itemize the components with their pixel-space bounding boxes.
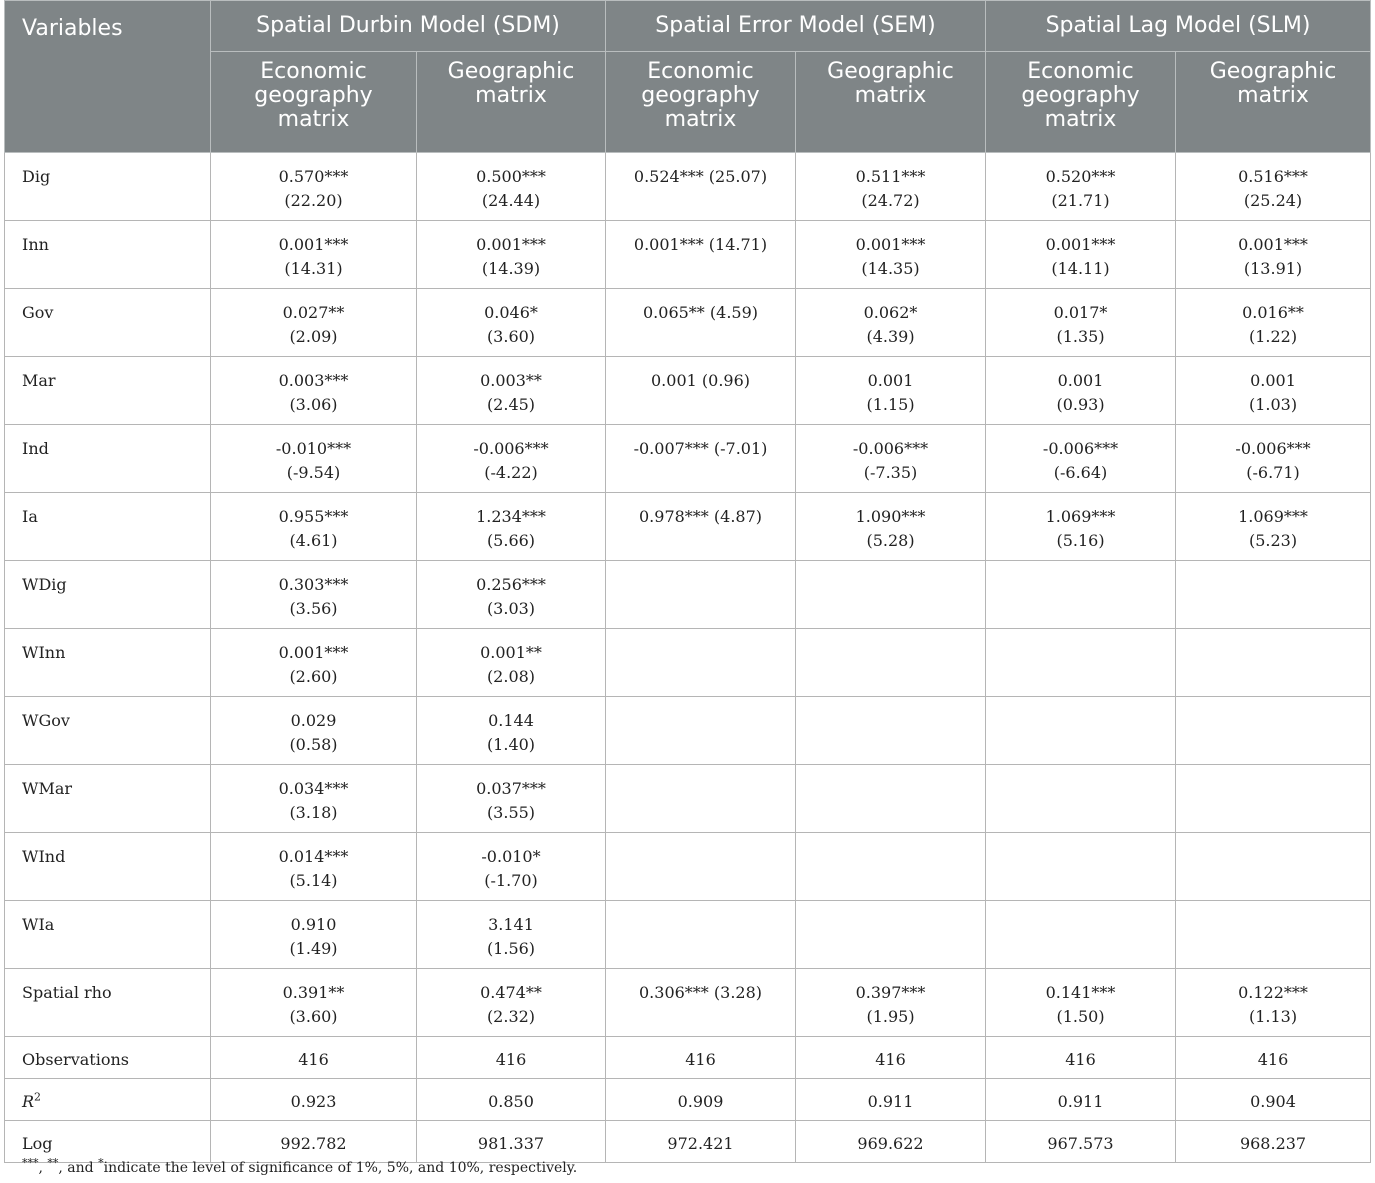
- t-statistic: (1.49): [289, 939, 338, 958]
- variable-label-text: R: [22, 1092, 35, 1111]
- value-cell: [1176, 1079, 1371, 1121]
- variable-label-text: Spatial rho: [22, 983, 112, 1002]
- variable-label: [5, 357, 211, 425]
- value-cell: [606, 289, 796, 357]
- variable-label-text: WMar: [22, 779, 73, 798]
- coefficient-value: 0.122***: [1238, 983, 1308, 1002]
- variable-label: [5, 901, 211, 969]
- matrix-header-3: [796, 52, 986, 153]
- value-cell: [417, 153, 606, 221]
- value-cell: [417, 1121, 606, 1163]
- variable-label-text: WDig: [22, 575, 67, 594]
- variable-label-text: WInn: [22, 643, 66, 662]
- t-statistic: (3.55): [486, 803, 536, 822]
- coefficient-value: -0.010*: [481, 847, 541, 866]
- coefficient-value: 0.001***: [855, 235, 926, 254]
- variable-label: [5, 153, 211, 221]
- coefficient-value: 0.014***: [278, 847, 349, 866]
- t-statistic: (3.06): [289, 395, 338, 414]
- t-statistic: (3.18): [289, 803, 338, 822]
- coefficient-value: 0.850: [488, 1092, 534, 1111]
- value-cell: [796, 221, 986, 289]
- coefficient-value: 0.001: [867, 371, 914, 390]
- coefficient-value: 0.520***: [1045, 167, 1116, 186]
- t-statistic: (13.91): [1243, 259, 1303, 278]
- footnote-text: indicate the level of significance of 1%, 5%, and 10%, respectively.: [103, 1160, 578, 1176]
- coefficient-value: 0.029: [290, 711, 337, 730]
- value-cell: [211, 629, 417, 697]
- value-cell: [796, 357, 986, 425]
- t-statistic: (1.50): [1056, 1007, 1105, 1026]
- value-cell: [796, 289, 986, 357]
- value-cell: [606, 357, 796, 425]
- value-cell: [986, 357, 1176, 425]
- value-cell: [986, 493, 1176, 561]
- value-cell: [986, 561, 1176, 629]
- value-cell: [417, 765, 606, 833]
- value-cell: [796, 1079, 986, 1121]
- coefficient-value: 0.306*** (3.28): [639, 983, 762, 1002]
- value-cell: [986, 153, 1176, 221]
- value-cell: [796, 901, 986, 969]
- matrix-header-line: Economic: [647, 59, 754, 84]
- value-cell: [1176, 833, 1371, 901]
- value-cell: [1176, 765, 1371, 833]
- t-statistic: (1.95): [866, 1007, 915, 1026]
- coefficient-value: 0.141***: [1045, 983, 1116, 1002]
- coefficient-value: 981.337: [477, 1134, 545, 1153]
- coefficient-value: 969.622: [857, 1134, 924, 1153]
- value-cell: [211, 765, 417, 833]
- value-cell: [1176, 153, 1371, 221]
- value-cell: [796, 153, 986, 221]
- value-cell: [211, 1079, 417, 1121]
- matrix-header-5: [1176, 52, 1371, 153]
- t-statistic: (5.28): [866, 531, 915, 550]
- t-statistic: (1.35): [1056, 327, 1105, 346]
- variable-label-text: Inn: [22, 235, 49, 254]
- coefficient-value: 1.090***: [855, 507, 926, 526]
- t-statistic: (-7.35): [863, 463, 918, 482]
- value-cell: [796, 629, 986, 697]
- value-cell: [986, 697, 1176, 765]
- matrix-header-line: Geographic: [1209, 59, 1337, 84]
- coefficient-value: 0.017*: [1053, 303, 1108, 322]
- value-cell: [986, 765, 1176, 833]
- value-cell: [606, 1037, 796, 1079]
- coefficient-value: 0.001***: [278, 643, 349, 662]
- variable-label: [5, 1079, 211, 1121]
- coefficient-value: 0.003**: [480, 371, 542, 390]
- coefficient-value: 0.046*: [484, 303, 538, 322]
- t-statistic: (24.44): [481, 191, 541, 210]
- value-cell: [796, 697, 986, 765]
- value-cell: [1176, 697, 1371, 765]
- t-statistic: (24.72): [861, 191, 920, 210]
- table-row: [5, 221, 1371, 289]
- t-statistic: (2.08): [486, 667, 536, 686]
- value-cell: [986, 289, 1176, 357]
- coefficient-value: 0.474**: [480, 983, 542, 1002]
- t-statistic: (3.60): [289, 1007, 338, 1026]
- coefficient-value: 416: [1257, 1050, 1289, 1069]
- slm-header: Spatial Lag Model (SLM): [986, 1, 1371, 52]
- value-cell: [606, 1121, 796, 1163]
- variable-label-text: Mar: [22, 371, 56, 390]
- regression-results-table: [4, 0, 1371, 1163]
- value-cell: [211, 1121, 417, 1163]
- t-statistic: (-4.22): [484, 463, 538, 482]
- t-statistic: (4.61): [289, 531, 338, 550]
- matrix-header-line: matrix: [1237, 83, 1309, 108]
- coefficient-value: 0.001***: [1045, 235, 1116, 254]
- value-cell: [417, 561, 606, 629]
- t-statistic: (5.16): [1056, 531, 1105, 550]
- variable-label: [5, 493, 211, 561]
- table-row: [5, 1121, 1371, 1163]
- coefficient-value: -0.007*** (-7.01): [633, 439, 768, 458]
- variable-label: [5, 629, 211, 697]
- value-cell: [1176, 901, 1371, 969]
- t-statistic: (1.40): [486, 735, 536, 754]
- sem-header: Spatial Error Model (SEM): [606, 1, 986, 52]
- value-cell: [211, 153, 417, 221]
- coefficient-value: 0.391**: [282, 983, 345, 1002]
- t-statistic: (1.22): [1248, 327, 1298, 346]
- coefficient-value: 1.234***: [476, 507, 546, 526]
- value-cell: [796, 1037, 986, 1079]
- variable-label-superscript: 2: [34, 1090, 42, 1104]
- value-cell: [606, 493, 796, 561]
- matrix-header-line: matrix: [1044, 107, 1117, 132]
- variable-label-text: Ia: [22, 507, 38, 526]
- t-statistic: (1.13): [1248, 1007, 1298, 1026]
- t-statistic: (14.35): [861, 259, 920, 278]
- value-cell: [796, 561, 986, 629]
- value-cell: [1176, 1121, 1371, 1163]
- coefficient-value: 3.141: [488, 915, 534, 934]
- variable-label: [5, 1037, 211, 1079]
- matrix-header-line: Geographic: [447, 59, 575, 84]
- footnote-sep-2: , and: [58, 1160, 99, 1176]
- t-statistic: (5.66): [486, 531, 536, 550]
- matrix-header-0: [211, 52, 417, 153]
- coefficient-value: 0.978*** (4.87): [639, 507, 762, 526]
- value-cell: [417, 629, 606, 697]
- t-statistic: (2.60): [289, 667, 338, 686]
- coefficient-value: 1.069***: [1238, 507, 1308, 526]
- value-cell: [796, 833, 986, 901]
- table-row: [5, 765, 1371, 833]
- coefficient-value: 0.303***: [278, 575, 349, 594]
- value-cell: [606, 969, 796, 1037]
- footnote-mark-1: ***: [22, 1156, 39, 1170]
- value-cell: [986, 833, 1176, 901]
- coefficient-value: 972.421: [667, 1134, 734, 1153]
- coefficient-value: 0.062*: [863, 303, 918, 322]
- value-cell: [417, 833, 606, 901]
- coefficient-value: 0.065** (4.59): [643, 303, 758, 322]
- value-cell: [211, 833, 417, 901]
- variable-label: [5, 969, 211, 1037]
- coefficient-value: 0.003***: [278, 371, 349, 390]
- table-row: [5, 289, 1371, 357]
- value-cell: [417, 1079, 606, 1121]
- value-cell: [796, 425, 986, 493]
- t-statistic: (1.15): [866, 395, 915, 414]
- t-statistic: (21.71): [1051, 191, 1110, 210]
- t-statistic: (-6.71): [1246, 463, 1300, 482]
- t-statistic: (14.39): [481, 259, 541, 278]
- coefficient-value: 0.016**: [1242, 303, 1304, 322]
- variable-label-text: Observations: [22, 1050, 129, 1069]
- value-cell: [606, 765, 796, 833]
- variable-label-text: WGov: [22, 711, 70, 730]
- t-statistic: (14.31): [284, 259, 343, 278]
- coefficient-value: 0.001: [1057, 371, 1104, 390]
- value-cell: [211, 221, 417, 289]
- matrix-header-line: geography: [254, 83, 373, 108]
- coefficient-value: 0.909: [677, 1092, 724, 1111]
- variable-label-text: Dig: [22, 167, 51, 186]
- value-cell: [1176, 425, 1371, 493]
- t-statistic: (25.24): [1243, 191, 1303, 210]
- t-statistic: (5.14): [289, 871, 338, 890]
- table-row: [5, 629, 1371, 697]
- table-row: [5, 357, 1371, 425]
- value-cell: [211, 901, 417, 969]
- t-statistic: (2.32): [486, 1007, 536, 1026]
- value-cell: [211, 1037, 417, 1079]
- value-cell: [796, 1121, 986, 1163]
- matrix-header-line: Economic: [1027, 59, 1134, 84]
- value-cell: [606, 901, 796, 969]
- t-statistic: (5.23): [1248, 531, 1298, 550]
- coefficient-value: 0.910: [290, 915, 337, 934]
- coefficient-value: 968.237: [1239, 1134, 1307, 1153]
- table-row: [5, 1037, 1371, 1079]
- coefficient-value: 416: [298, 1050, 329, 1069]
- coefficient-value: 0.037***: [476, 779, 546, 798]
- table-row: [5, 901, 1371, 969]
- value-cell: [986, 1121, 1176, 1163]
- matrix-header-4: [986, 52, 1176, 153]
- variable-label-text: WInd: [22, 847, 66, 866]
- value-cell: [986, 901, 1176, 969]
- value-cell: [796, 969, 986, 1037]
- t-statistic: (22.20): [284, 191, 343, 210]
- value-cell: [417, 357, 606, 425]
- matrix-header-line: matrix: [854, 83, 927, 108]
- coefficient-value: 0.001**: [480, 643, 542, 662]
- value-cell: [986, 1079, 1176, 1121]
- value-cell: [211, 425, 417, 493]
- table-row: [5, 153, 1371, 221]
- coefficient-value: -0.006***: [1042, 439, 1119, 458]
- t-statistic: (1.56): [486, 939, 536, 958]
- coefficient-value: 0.500***: [476, 167, 546, 186]
- matrix-header-line: Economic: [260, 59, 367, 84]
- value-cell: [211, 357, 417, 425]
- footnote-mark-3: *: [98, 1156, 104, 1170]
- table-row: [5, 697, 1371, 765]
- coefficient-value: 0.904: [1250, 1092, 1296, 1111]
- variable-label: [5, 425, 211, 493]
- value-cell: [606, 153, 796, 221]
- variable-label: [5, 221, 211, 289]
- variable-label: [5, 833, 211, 901]
- coefficient-value: 0.144: [488, 711, 534, 730]
- coefficient-value: 0.911: [867, 1092, 914, 1111]
- variable-label-text: Log: [22, 1134, 53, 1153]
- value-cell: [1176, 289, 1371, 357]
- coefficient-value: 0.001***: [476, 235, 546, 254]
- t-statistic: (-6.64): [1053, 463, 1108, 482]
- coefficient-value: 0.516***: [1238, 167, 1308, 186]
- value-cell: [606, 221, 796, 289]
- variable-label: [5, 561, 211, 629]
- variable-label: [5, 765, 211, 833]
- coefficient-value: 0.955***: [278, 507, 349, 526]
- t-statistic: (2.45): [486, 395, 536, 414]
- t-statistic: (2.09): [289, 327, 338, 346]
- table-body: [5, 153, 1371, 1163]
- t-statistic: (14.11): [1051, 259, 1110, 278]
- value-cell: [417, 425, 606, 493]
- sdm-header: Spatial Durbin Model (SDM): [211, 1, 606, 52]
- value-cell: [796, 493, 986, 561]
- coefficient-value: 0.256***: [476, 575, 546, 594]
- coefficient-value: -0.006***: [852, 439, 929, 458]
- value-cell: [417, 493, 606, 561]
- value-cell: [1176, 969, 1371, 1037]
- coefficient-value: 0.001***: [1238, 235, 1308, 254]
- t-statistic: (3.60): [486, 327, 536, 346]
- matrix-header-2: [606, 52, 796, 153]
- t-statistic: (0.93): [1056, 395, 1105, 414]
- variable-label-text: Ind: [22, 439, 49, 458]
- value-cell: [417, 969, 606, 1037]
- coefficient-value: 0.911: [1057, 1092, 1104, 1111]
- coefficient-value: 0.524*** (25.07): [633, 167, 768, 186]
- table-row: [5, 561, 1371, 629]
- footnote: [22, 1156, 578, 1176]
- footnote-mark-2: **: [47, 1156, 59, 1170]
- value-cell: [986, 1037, 1176, 1079]
- coefficient-value: 0.034***: [278, 779, 349, 798]
- coefficient-value: 0.001 (0.96): [651, 371, 750, 390]
- value-cell: [1176, 1037, 1371, 1079]
- value-cell: [1176, 221, 1371, 289]
- coefficient-value: 0.001***: [278, 235, 349, 254]
- variables-header: Variables: [5, 1, 211, 153]
- value-cell: [417, 221, 606, 289]
- value-cell: [606, 1079, 796, 1121]
- value-cell: [606, 697, 796, 765]
- value-cell: [796, 765, 986, 833]
- footnote-sep-1: ,: [38, 1160, 48, 1176]
- matrix-header-line: matrix: [664, 107, 737, 132]
- matrix-header-line: matrix: [475, 83, 547, 108]
- variable-label: [5, 289, 211, 357]
- coefficient-value: 1.069***: [1045, 507, 1116, 526]
- value-cell: [986, 425, 1176, 493]
- t-statistic: (-9.54): [286, 463, 341, 482]
- value-cell: [211, 697, 417, 765]
- value-cell: [1176, 493, 1371, 561]
- coefficient-value: 416: [685, 1050, 716, 1069]
- coefficient-value: 0.570***: [278, 167, 349, 186]
- value-cell: [417, 289, 606, 357]
- coefficient-value: -0.006***: [473, 439, 549, 458]
- value-cell: [211, 561, 417, 629]
- coefficient-value: 967.573: [1047, 1134, 1114, 1153]
- value-cell: [1176, 629, 1371, 697]
- header-group-row: [5, 1, 1371, 52]
- value-cell: [1176, 561, 1371, 629]
- matrix-header-line: Geographic: [827, 59, 954, 84]
- coefficient-value: 0.397***: [855, 983, 926, 1002]
- matrix-header-1: [417, 52, 606, 153]
- t-statistic: (3.03): [486, 599, 536, 618]
- matrix-header-line: geography: [641, 83, 760, 108]
- value-cell: [986, 969, 1176, 1037]
- value-cell: [606, 561, 796, 629]
- coefficient-value: -0.010***: [275, 439, 352, 458]
- coefficient-value: -0.006***: [1235, 439, 1311, 458]
- variable-label: [5, 697, 211, 765]
- coefficient-value: 992.782: [280, 1134, 347, 1153]
- table-row: [5, 493, 1371, 561]
- coefficient-value: 0.001: [1250, 371, 1296, 390]
- coefficient-value: 416: [875, 1050, 906, 1069]
- value-cell: [417, 1037, 606, 1079]
- coefficient-value: 0.027**: [282, 303, 345, 322]
- coefficient-value: 416: [1065, 1050, 1096, 1069]
- table-row: [5, 833, 1371, 901]
- t-statistic: (3.56): [289, 599, 338, 618]
- value-cell: [1176, 357, 1371, 425]
- matrix-header-line: geography: [1021, 83, 1140, 108]
- t-statistic: (-1.70): [484, 871, 538, 890]
- variable-label-text: WIa: [22, 915, 55, 934]
- coefficient-value: 0.923: [290, 1092, 337, 1111]
- coefficient-value: 0.001*** (14.71): [633, 235, 768, 254]
- value-cell: [986, 221, 1176, 289]
- variable-label-text: Gov: [22, 303, 54, 322]
- coefficient-value: 416: [495, 1050, 527, 1069]
- value-cell: [986, 629, 1176, 697]
- value-cell: [417, 697, 606, 765]
- value-cell: [417, 901, 606, 969]
- value-cell: [211, 969, 417, 1037]
- t-statistic: (4.39): [866, 327, 915, 346]
- value-cell: [211, 493, 417, 561]
- value-cell: [211, 289, 417, 357]
- table-row: [5, 425, 1371, 493]
- matrix-header-line: matrix: [277, 107, 350, 132]
- value-cell: [606, 833, 796, 901]
- value-cell: [606, 425, 796, 493]
- t-statistic: (1.03): [1248, 395, 1298, 414]
- table-row: [5, 969, 1371, 1037]
- table-row: [5, 1079, 1371, 1121]
- t-statistic: (0.58): [289, 735, 338, 754]
- coefficient-value: 0.511***: [855, 167, 926, 186]
- value-cell: [606, 629, 796, 697]
